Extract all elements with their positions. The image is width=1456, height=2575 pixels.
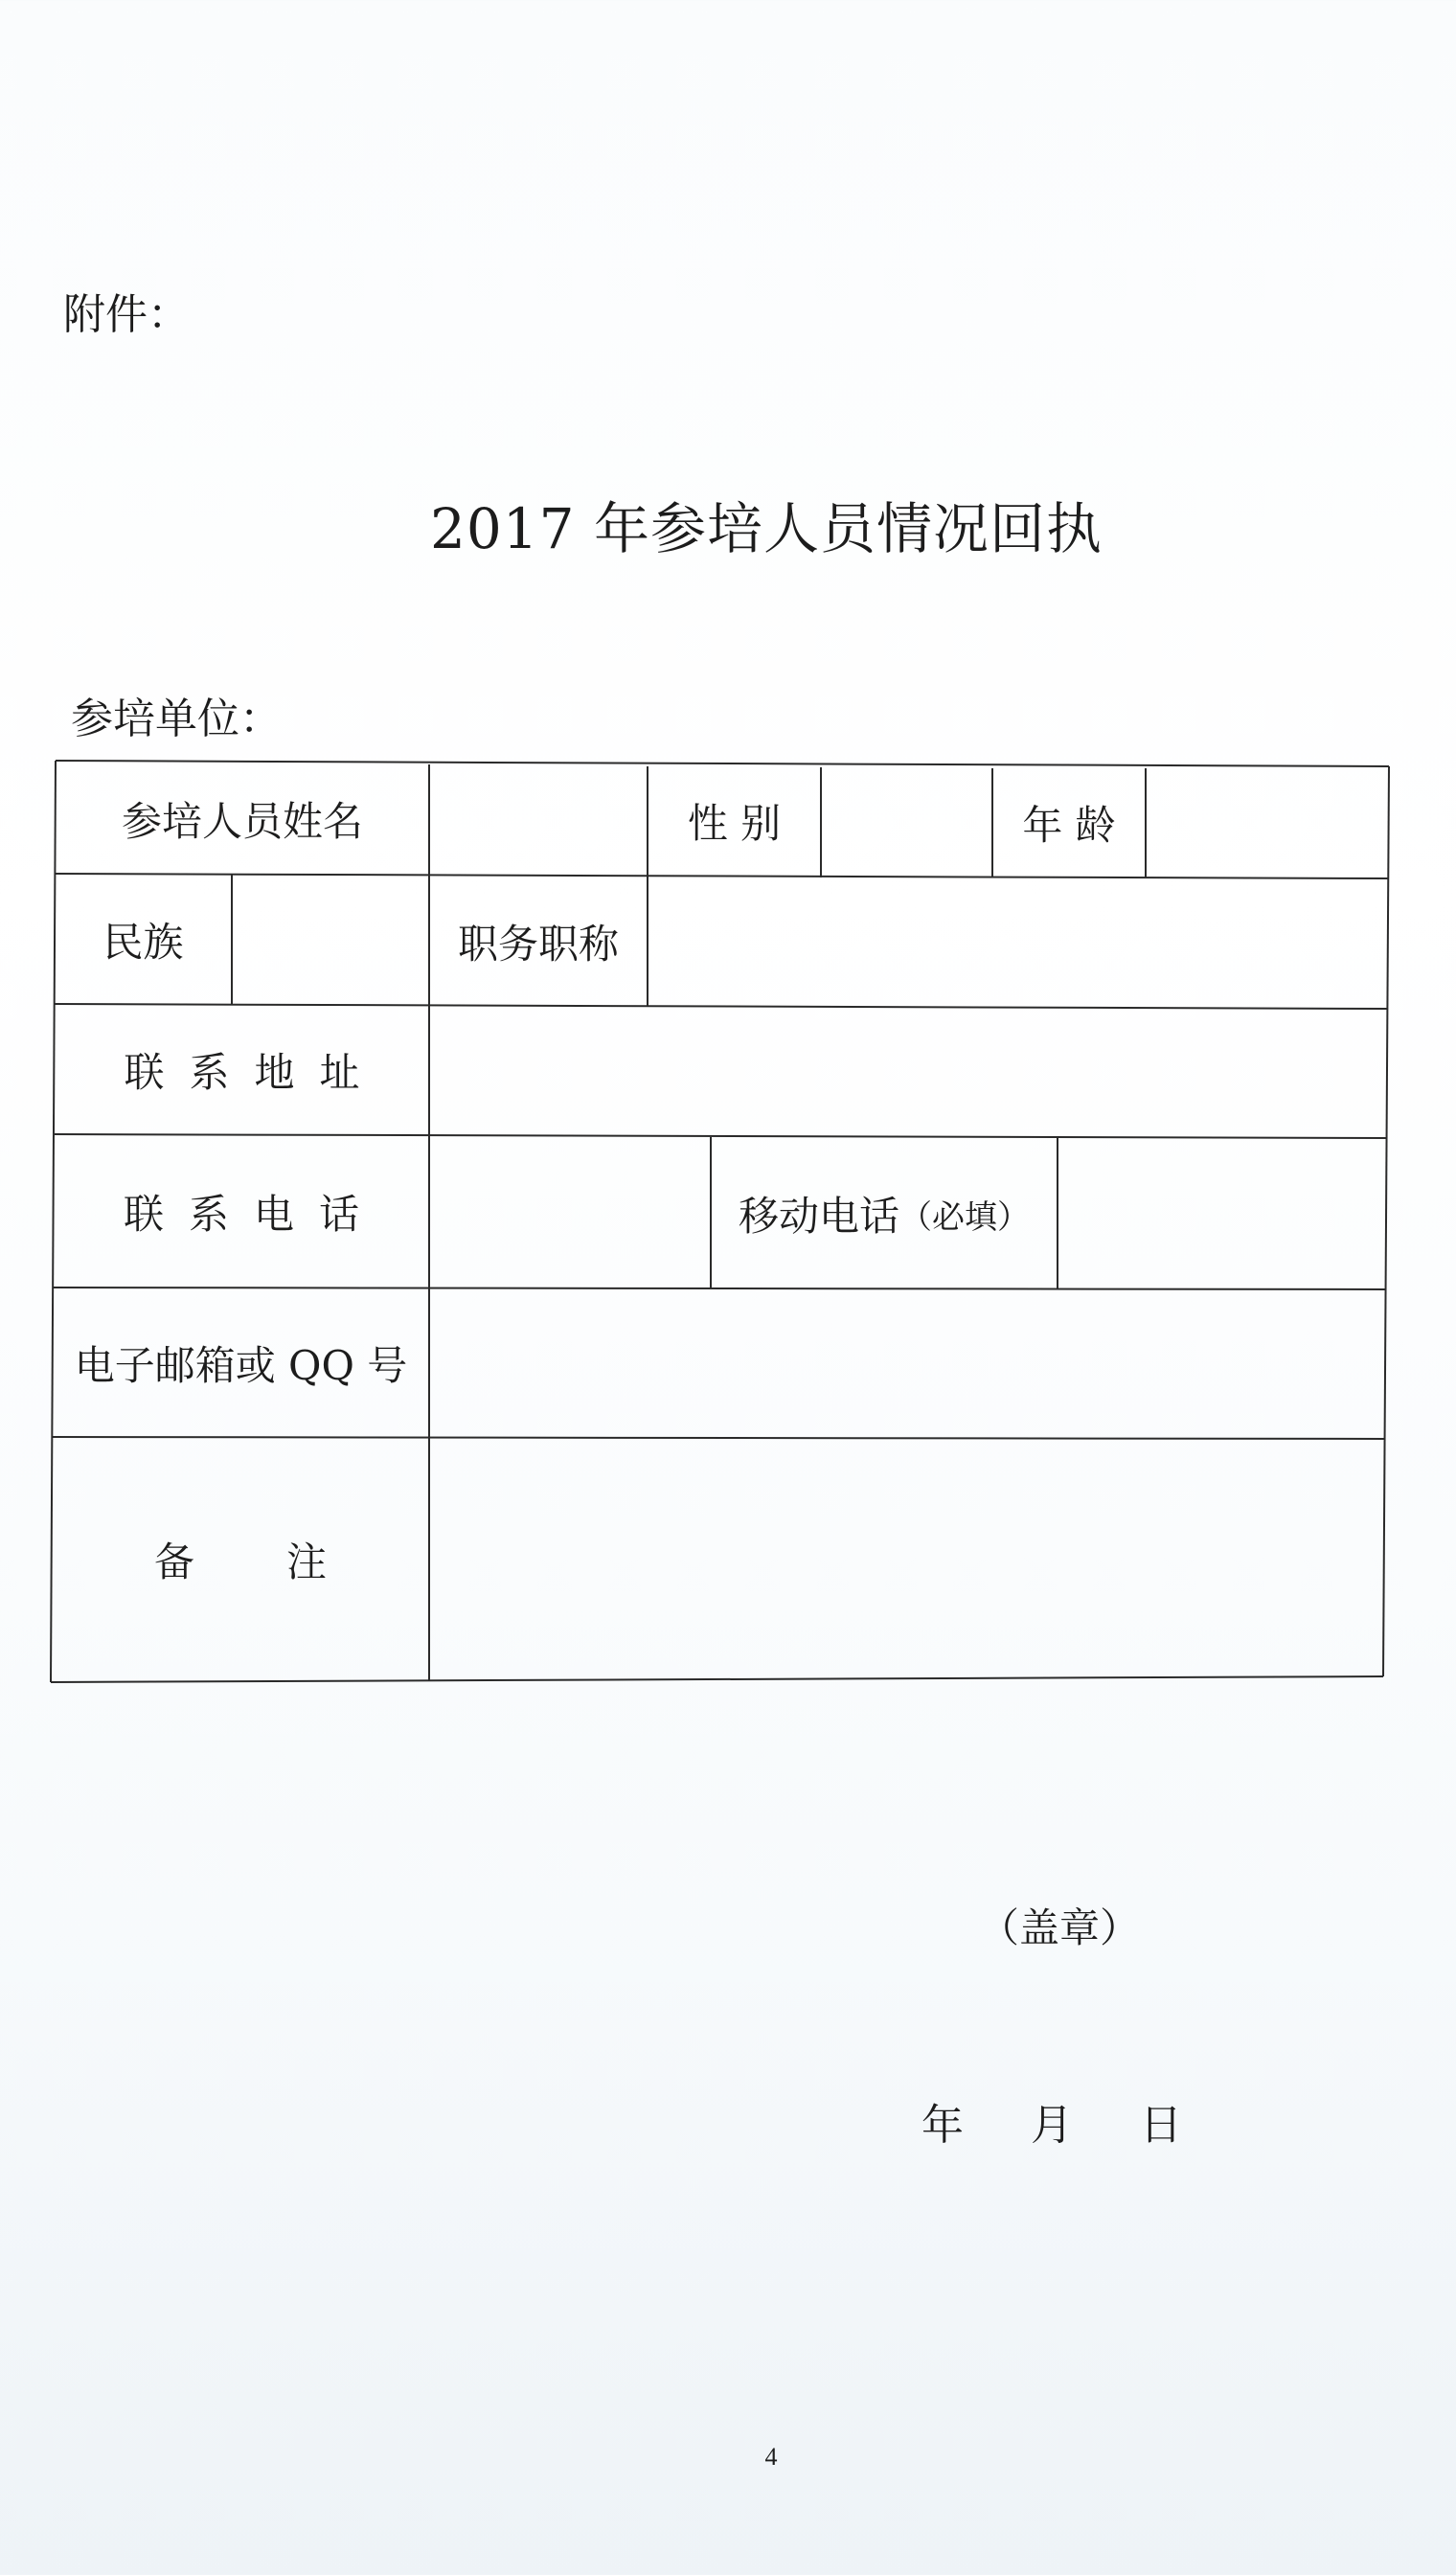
mobile-label: 移动电话 (738, 1193, 899, 1240)
phone-field[interactable] (431, 1137, 709, 1288)
name-field[interactable] (431, 764, 646, 873)
phone-label: 联系电话 (123, 1191, 384, 1238)
position-label: 职务职称 (457, 921, 619, 968)
date-month: 月 (1031, 2101, 1073, 2150)
gender-label: 性 别 (687, 799, 782, 847)
mobile-field[interactable] (1059, 1140, 1385, 1288)
attachment-label: 附件： (63, 290, 190, 339)
age-label: 年 龄 (1022, 801, 1116, 849)
name-label: 参培人员姓名 (121, 797, 363, 845)
age-field[interactable] (1148, 768, 1387, 877)
email-field[interactable] (431, 1290, 1384, 1437)
ethnicity-label: 民族 (102, 919, 184, 966)
mobile-label-cell (711, 1138, 1058, 1289)
document-title: 2017 年参培人员情况回执 (429, 496, 1103, 561)
training-unit-label: 参培单位： (71, 695, 282, 743)
date-year: 年 (921, 2101, 964, 2150)
address-field[interactable] (431, 1007, 1385, 1135)
mobile-required-note: （必填） (899, 1197, 1030, 1237)
seal-placeholder: （盖章） (979, 1904, 1141, 1951)
page-number: 4 (764, 2443, 778, 2471)
email-label: 电子邮箱或 QQ 号 (74, 1342, 408, 1389)
remarks-label: 备注 (153, 1538, 419, 1585)
ethnicity-field[interactable] (234, 877, 427, 1003)
gender-field[interactable] (823, 766, 990, 876)
date-day: 日 (1140, 2101, 1182, 2150)
address-label: 联系地址 (124, 1049, 385, 1096)
remarks-field[interactable] (431, 1440, 1383, 1676)
date-row (921, 2090, 1182, 2152)
position-field[interactable] (649, 878, 1387, 1007)
